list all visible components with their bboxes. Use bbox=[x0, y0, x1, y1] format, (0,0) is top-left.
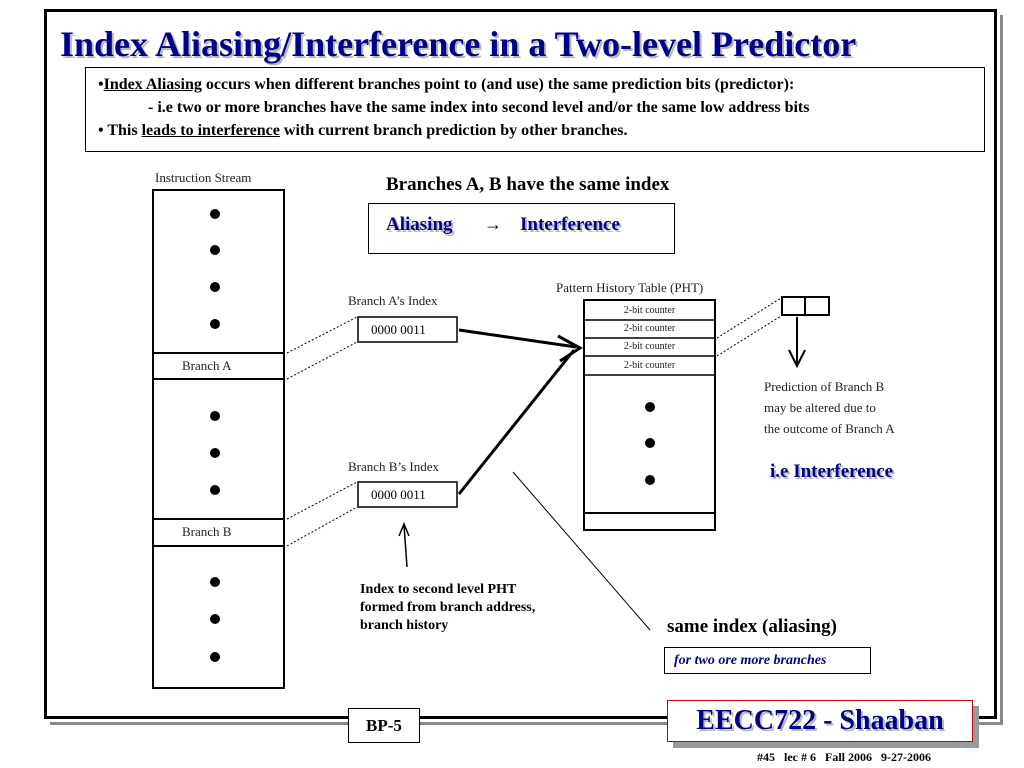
branch-a-leader-top bbox=[287, 317, 357, 353]
branch-b-index-value: 0000 0011 bbox=[371, 487, 426, 502]
slide-title: Index Aliasing/Interference in a Two-level Predictor bbox=[60, 24, 857, 64]
pht-dots bbox=[645, 402, 655, 485]
stream-dot bbox=[210, 614, 220, 624]
stream-dot bbox=[210, 282, 220, 292]
stream-dot bbox=[210, 485, 220, 495]
prediction-note-line-2: may be altered due to bbox=[764, 400, 876, 415]
stream-dot bbox=[210, 209, 220, 219]
right-arrow-icon: → bbox=[484, 214, 502, 234]
index-note bbox=[360, 581, 535, 635]
ie-interference-label: i.e Interference bbox=[770, 461, 894, 482]
pht-row-4: 2-bit counter bbox=[623, 360, 676, 371]
instruction-stream-label: Instruction Stream bbox=[155, 170, 252, 185]
pht-table bbox=[584, 300, 715, 530]
counter-bit-2 bbox=[805, 297, 829, 315]
lecture-info: #45 lec # 6 Fall 2006 9-27-2006 bbox=[757, 750, 931, 764]
prediction-note-line-3: the outcome of Branch A bbox=[764, 421, 895, 436]
bullet-3-underlined: leads to interference bbox=[141, 122, 280, 139]
bullet-2: - i.e two or more branches have the same index into second level and/or the same low address bits bbox=[148, 99, 810, 116]
two-or-more-branches-note: for two ore more branches bbox=[664, 647, 871, 674]
index-note-line-2: formed from branch address, bbox=[360, 600, 536, 615]
branch-a-arrow bbox=[459, 330, 576, 347]
prediction-note bbox=[764, 376, 895, 439]
branch-a-index-label: Branch A’s Index bbox=[348, 293, 438, 308]
counter-leader-top bbox=[717, 298, 781, 338]
instruction-stream-column bbox=[153, 190, 284, 688]
bullet-1-underlined: Index Aliasing bbox=[103, 76, 202, 93]
branch-b-label: Branch B bbox=[182, 524, 232, 539]
pht-row-1: 2-bit counter bbox=[623, 305, 676, 316]
branch-b-index-label: Branch B’s Index bbox=[348, 459, 439, 474]
interference-text: Interference bbox=[520, 214, 620, 235]
pht-row-2: 2-bit counter bbox=[623, 323, 676, 334]
stream-dot bbox=[210, 245, 220, 255]
branch-b-leader-bottom bbox=[287, 507, 357, 546]
bullet-1-rest: occurs when different branches point to (and use) the same prediction bits (predictor): bbox=[201, 76, 795, 93]
aliasing-text: Aliasing bbox=[386, 214, 453, 235]
slide-number: BP-5 bbox=[348, 708, 420, 743]
pht-label: Pattern History Table (PHT) bbox=[556, 280, 704, 295]
branch-a-leader-bottom bbox=[287, 342, 357, 379]
stream-dot bbox=[210, 577, 220, 587]
pht-dot bbox=[645, 438, 655, 448]
stream-dots bbox=[210, 209, 220, 662]
aliasing-interference-box bbox=[368, 203, 675, 254]
stream-dot bbox=[210, 319, 220, 329]
stream-dot bbox=[210, 411, 220, 421]
branch-a-index-value: 0000 0011 bbox=[371, 322, 426, 337]
bullet-3-rest: with current branch prediction by other branches. bbox=[279, 122, 628, 139]
pht-dot bbox=[645, 402, 655, 412]
bullet-3-prefix: • This bbox=[98, 122, 142, 139]
bullet-1-dot: • bbox=[98, 76, 104, 93]
stream-dot bbox=[210, 652, 220, 662]
counter-bit-1 bbox=[782, 297, 805, 315]
index-note-line-3: branch history bbox=[360, 618, 449, 633]
stream-dot bbox=[210, 448, 220, 458]
course-title: EECC722 - Shaaban bbox=[667, 700, 973, 742]
counter-leader-bottom bbox=[717, 316, 781, 356]
same-index-aliasing-label: same index (aliasing) bbox=[667, 616, 837, 637]
branch-b-leader-top bbox=[287, 482, 357, 519]
pht-dot bbox=[645, 475, 655, 485]
branch-a-label: Branch A bbox=[182, 358, 232, 373]
branch-b-arrow bbox=[459, 350, 574, 494]
pht-row-3: 2-bit counter bbox=[623, 341, 676, 352]
index-note-line-1: Index to second level PHT bbox=[360, 582, 517, 597]
prediction-note-line-1: Prediction of Branch B bbox=[764, 379, 885, 394]
same-index-heading: Branches A, B have the same index bbox=[386, 174, 670, 195]
